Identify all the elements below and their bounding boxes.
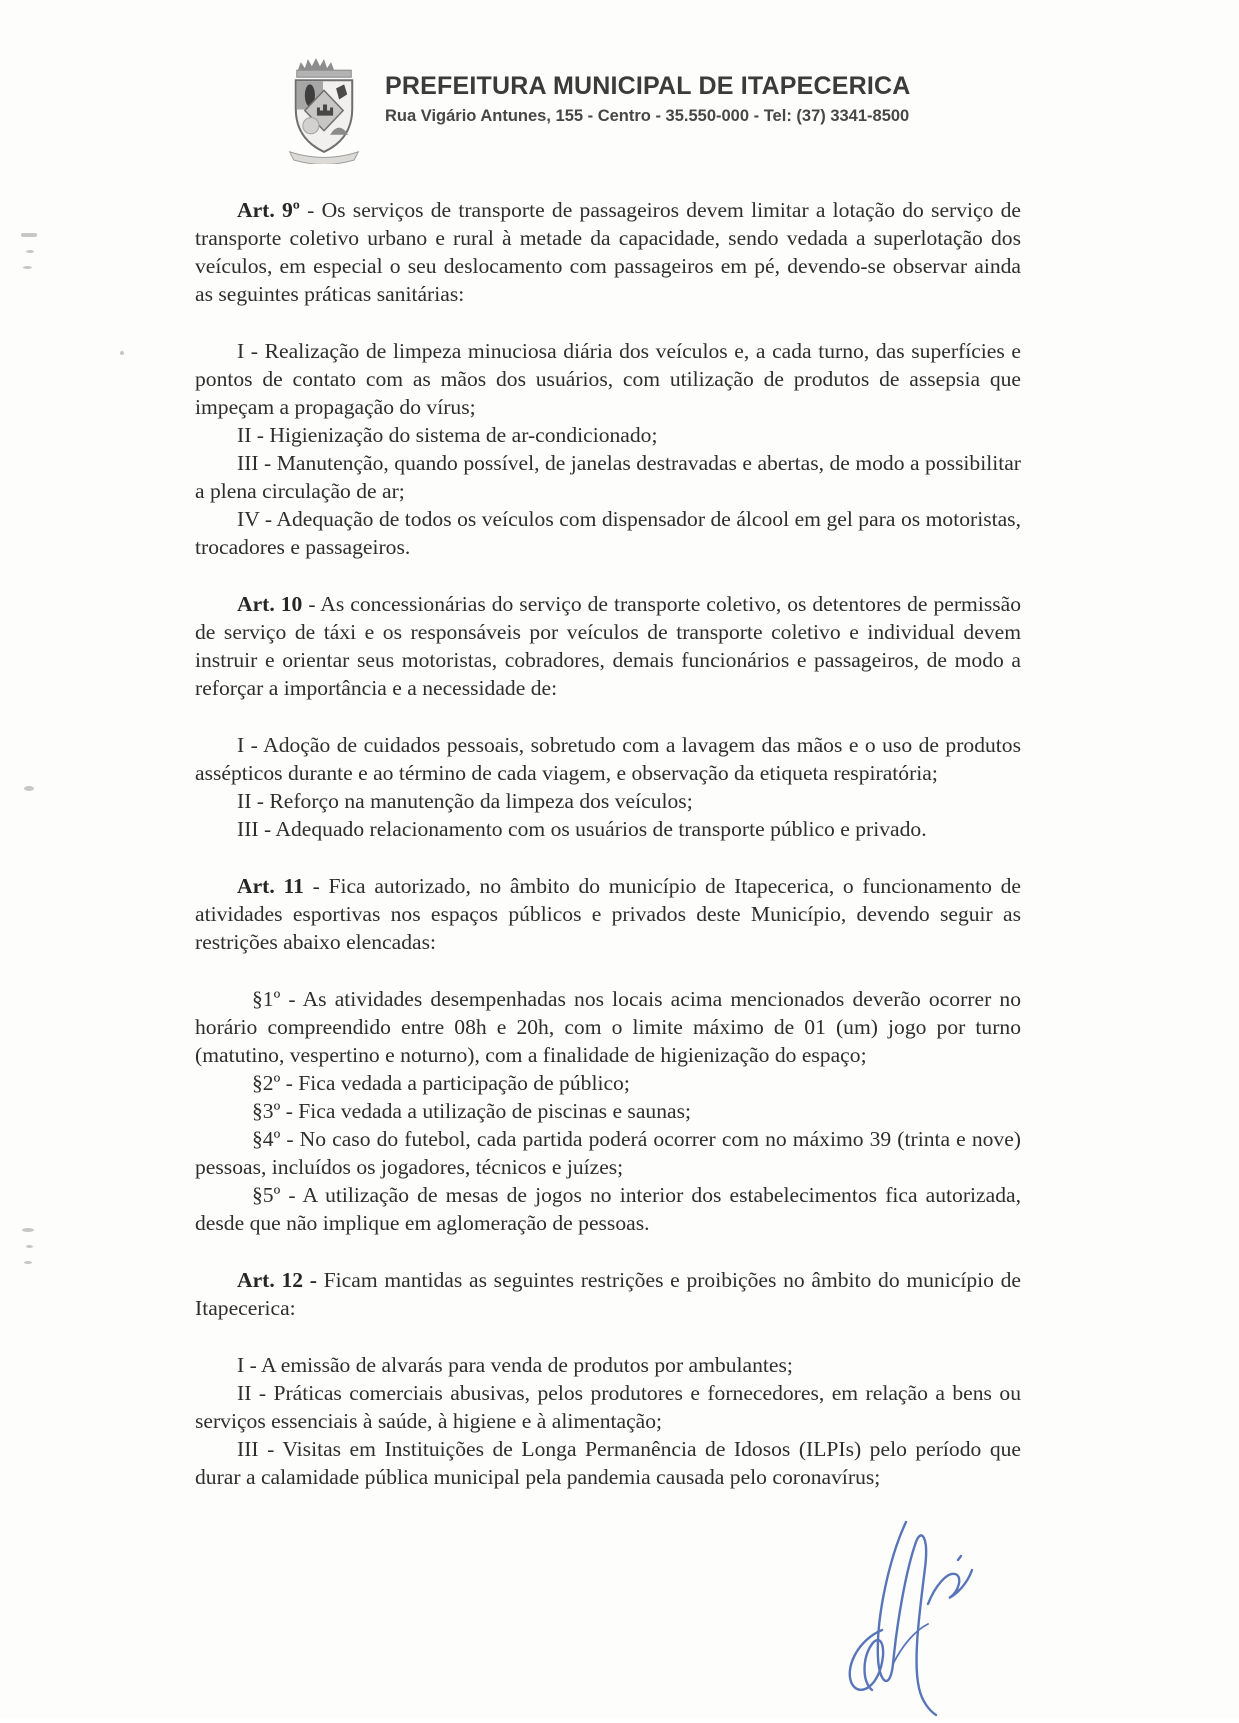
paragraph-text: - Fica autorizado, no âmbito do município de Itapecerica, o funcionamento de atividades esportivas nos espaços públicos e privados deste Município, devendo seguir as restrições abaixo elencadas: bbox=[195, 874, 1021, 954]
paragraph-text: - As concessionárias do serviço de transporte coletivo, os detentores de permissão de serviço de táxi e os responsáveis por veículos de transporte coletivo e individual devem instruir e orientar seus motoristas, cobradores, demais funcionários e passageiros, de modo a reforçar a importância e a necessidade de: bbox=[195, 592, 1022, 700]
document-paragraph bbox=[195, 787, 1021, 815]
document-paragraph bbox=[195, 337, 1021, 421]
paragraph-text: §2º - Fica vedada a participação de público; bbox=[252, 1071, 630, 1095]
document-paragraph bbox=[195, 196, 1021, 308]
document-paragraph bbox=[195, 1181, 1021, 1237]
article-number: Art. 12 - bbox=[237, 1268, 317, 1292]
document-paragraph bbox=[195, 1097, 1021, 1125]
paragraph-text: III - Manutenção, quando possível, de janelas destravadas e abertas, de modo a possibilitar a plena circulação de ar; bbox=[195, 451, 1021, 503]
scan-artifact bbox=[26, 250, 34, 253]
paragraph-text: IV - Adequação de todos os veículos com dispensador de álcool em gel para os motoristas, trocadores e passageiros. bbox=[195, 507, 1021, 559]
document-paragraph bbox=[195, 815, 1021, 843]
scan-artifact bbox=[21, 233, 37, 237]
paragraph-text: - Os serviços de transporte de passageiros devem limitar a lotação do serviço de transporte coletivo urbano e rural à metade da capacidade, sendo vedada a superlotação dos veículos, em especial o seu deslocamento com passageiros em pé, devendo-se observar ainda as seguintes práticas sanitárias: bbox=[195, 198, 1022, 306]
article-number: Art. 11 bbox=[237, 874, 304, 898]
paragraph-text: §1º - As atividades desempenhadas nos locais acima mencionados deverão ocorrer no horário compreendido entre 08h e 20h, com o limite máximo de 01 (um) jogo por turno (matutino, vespertino e noturno), com a finalidade de higienização do espaço; bbox=[195, 987, 1021, 1067]
letterhead bbox=[283, 46, 1043, 166]
document-paragraph bbox=[195, 1266, 1021, 1322]
paragraph-text: II - Higienização do sistema de ar-condicionado; bbox=[237, 423, 658, 447]
paragraph-text: I - Realização de limpeza minuciosa diária dos veículos e, a cada turno, das superfícies e pontos de contato com as mãos dos usuários, com utilização de produtos de assepsia que impeçam a propagação do vírus; bbox=[195, 339, 1021, 419]
scan-artifact bbox=[120, 351, 124, 355]
municipality-address: Rua Vigário Antunes, 155 - Centro - 35.550-000 - Tel: (37) 3341-8500 bbox=[385, 107, 910, 125]
document-paragraph bbox=[195, 1435, 1021, 1491]
article-number: Art. 9º bbox=[237, 198, 300, 222]
document-paragraph bbox=[195, 590, 1021, 702]
article-number: Art. 10 bbox=[237, 592, 303, 616]
handwritten-signature-icon bbox=[818, 1512, 978, 1718]
scan-artifact bbox=[26, 1245, 33, 1248]
scan-artifact bbox=[24, 1261, 32, 1264]
paragraph-text: III - Adequado relacionamento com os usuários de transporte público e privado. bbox=[237, 817, 927, 841]
paragraph-text: §5º - A utilização de mesas de jogos no interior dos estabelecimentos fica autorizada, desde que não implique em aglomeração de pessoas. bbox=[195, 1183, 1021, 1235]
document-paragraph bbox=[195, 1351, 1021, 1379]
paragraph-text: I - A emissão de alvarás para venda de produtos por ambulantes; bbox=[237, 1353, 793, 1377]
paragraph-text: II - Práticas comerciais abusivas, pelos produtores e fornecedores, em relação a bens ou serviços essenciais à saúde, à higiene e à alimentação; bbox=[195, 1381, 1021, 1433]
document-paragraph bbox=[195, 1125, 1021, 1181]
paragraph-text: §4º - No caso do futebol, cada partida poderá ocorrer com no máximo 39 (trinta e nove) pessoas, incluídos os jogadores, técnicos e juízes; bbox=[195, 1127, 1021, 1179]
coat-of-arms-icon bbox=[283, 48, 365, 169]
document-paragraph bbox=[195, 731, 1021, 787]
document-paragraph bbox=[195, 872, 1021, 956]
document-paragraph bbox=[195, 1379, 1021, 1435]
paragraph-text: III - Visitas em Instituições de Longa Permanência de Idosos (ILPIs) pelo período que durar a calamidade pública municipal pela pandemia causada pelo coronavírus; bbox=[195, 1437, 1021, 1489]
paragraph-text: §3º - Fica vedada a utilização de piscinas e saunas; bbox=[252, 1099, 692, 1123]
municipality-title: PREFEITURA MUNICIPAL DE ITAPECERICA bbox=[385, 72, 911, 100]
document-paragraph bbox=[195, 505, 1021, 561]
document-paragraph bbox=[195, 449, 1021, 505]
document-paragraph bbox=[195, 1069, 1021, 1097]
scan-artifact bbox=[24, 786, 34, 791]
document-paragraph bbox=[195, 421, 1021, 449]
document-body bbox=[195, 196, 1021, 1491]
scan-artifact bbox=[22, 1228, 34, 1232]
paragraph-text: I - Adoção de cuidados pessoais, sobretudo com a lavagem das mãos e o uso de produtos assépticos durante e ao término de cada viagem, e observação da etiqueta respiratória; bbox=[195, 733, 1021, 785]
document-paragraph bbox=[195, 985, 1021, 1069]
paragraph-text: Ficam mantidas as seguintes restrições e proibições no âmbito do município de Itapecerica: bbox=[195, 1268, 1021, 1320]
scan-artifact bbox=[23, 266, 32, 269]
paragraph-text: II - Reforço na manutenção da limpeza dos veículos; bbox=[237, 789, 693, 813]
